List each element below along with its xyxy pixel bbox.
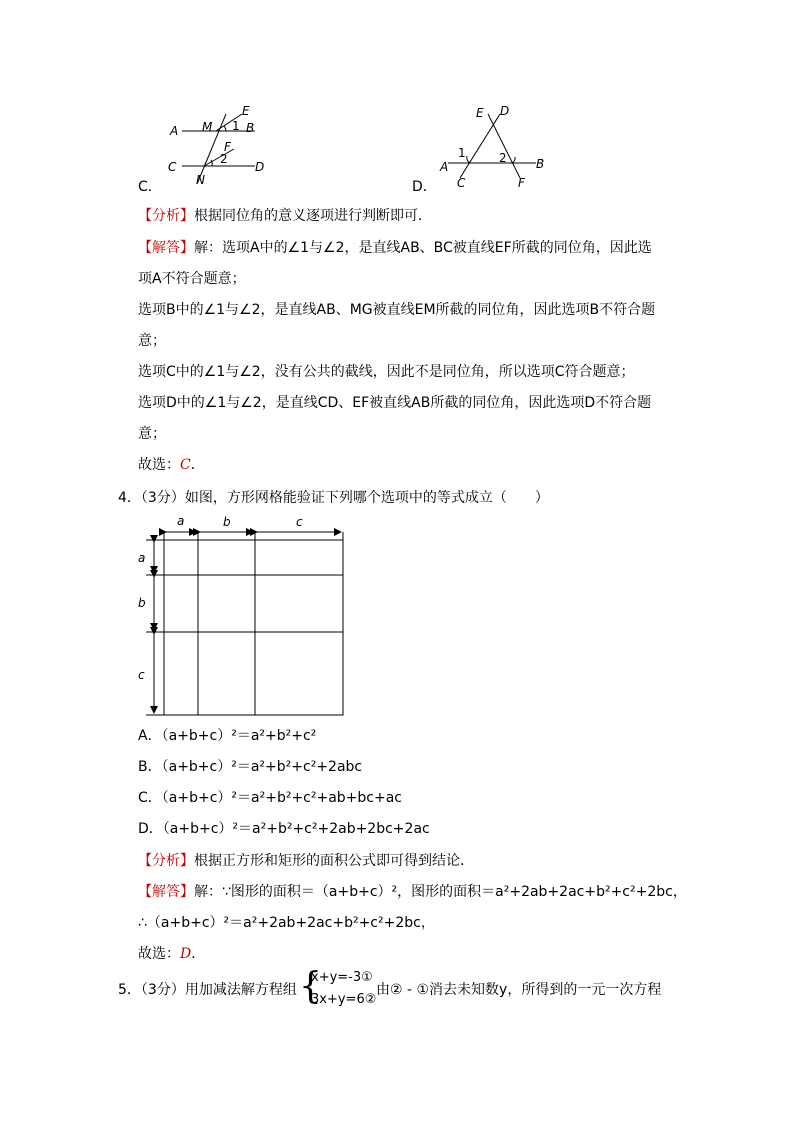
label-1: 1 — [232, 119, 240, 133]
q4-option-b: B．（a+b+c）²＝a²+b²+c²+2abc — [138, 759, 363, 775]
q3-analysis — [138, 206, 432, 226]
label-a: A — [440, 160, 449, 174]
q5-stem-prefix: 5．（3分）用加减法解方程组 — [118, 982, 297, 998]
label-d: D — [255, 160, 265, 174]
q5-stem-suffix: 由② - ①消去未知数y，所得到的一元一次方程 — [376, 982, 662, 998]
label-b-top: b — [223, 515, 231, 529]
label-c-left: c — [138, 668, 145, 682]
label-n: N — [196, 173, 205, 187]
q4-stem: 4．（3分）如图，方形网格能验证下列哪个选项中的等式成立（ ） — [118, 490, 549, 506]
label-b: B — [246, 121, 255, 135]
label-m: M — [202, 120, 213, 134]
analysis-tag: 【分析】 — [138, 208, 194, 224]
solution-line: 解：选项A中的∠1与∠2，是直线AB、BC被直线EF所截的同位角，因此选 — [194, 240, 652, 256]
solution-tag: 【解答】 — [138, 240, 194, 256]
label-e: E — [242, 104, 250, 118]
q3-solution-3: 选项B中的∠1与∠2，是直线AB、MG被直线EM所截的同位角，因此选项B不符合题 — [138, 302, 656, 318]
q3-solution-7: 意； — [138, 426, 166, 442]
q3-solution-6: 选项D中的∠1与∠2，是直线CD、EF被直线AB所截的同位角，因此选项D不符合题 — [138, 395, 652, 411]
answer-letter: C — [180, 457, 191, 473]
label-1: 1 — [458, 146, 466, 160]
label-a-top: a — [177, 514, 185, 528]
q4-option-a: A．（a+b+c）²＝a²+b²+c² — [138, 728, 317, 744]
label-2: 2 — [220, 152, 228, 166]
label-d: D — [500, 104, 510, 118]
figure-c — [160, 100, 280, 190]
analysis-text: 根据同位角的意义逐项进行判断即可． — [194, 208, 432, 224]
label-c-top: c — [296, 515, 303, 529]
figure-d — [432, 100, 552, 190]
label-f: F — [518, 176, 525, 190]
q4-solution-1: 【解答】解：∵图形的面积＝（a+b+c）²，图形的面积＝a²+2ab+2ac+b²+c²+2bc， — [138, 884, 687, 900]
label-a-left: a — [138, 551, 146, 565]
label-c: C — [457, 176, 466, 190]
label-e: E — [476, 106, 484, 120]
analysis-tag: 【分析】 — [138, 853, 194, 869]
q4-option-d: D．（a+b+c）²＝a²+b²+c²+2ab+2bc+2ac — [138, 821, 430, 837]
label-b-left: b — [138, 596, 146, 610]
q3-solution-2: 项A不符合题意； — [138, 271, 246, 287]
q3-solution-5: 选项C中的∠1与∠2，没有公共的截线，因此不是同位角，所以选项C符合题意； — [138, 364, 635, 380]
q4-solution-2: ∴（a+b+c）²＝a²+2ab+2ac+b²+c²+2bc， — [138, 915, 435, 931]
equation-2: 3x+y=6② — [311, 992, 377, 1007]
label-c: C — [168, 160, 177, 174]
label-2: 2 — [499, 151, 507, 165]
q3-solution-4: 意； — [138, 333, 166, 349]
label-b: B — [536, 157, 545, 171]
option-c-label: C． — [138, 179, 162, 195]
label-f: F — [224, 140, 231, 154]
option-d-label: D． — [412, 179, 437, 195]
q4-answer: 故选：D． — [138, 946, 206, 962]
answer-letter: D — [180, 946, 192, 962]
q3-solution-1 — [138, 238, 652, 258]
q3-answer: 故选：C． — [138, 457, 205, 473]
equation-1: x+y=-3① — [311, 970, 373, 985]
q4-option-c: C．（a+b+c）²＝a²+b²+c²+ab+bc+ac — [138, 790, 402, 806]
label-a: A — [170, 124, 179, 138]
solution-tag: 【解答】 — [138, 884, 194, 900]
grid-figure — [134, 510, 354, 722]
system-brace: { — [299, 966, 322, 1007]
q4-analysis: 【分析】根据正方形和矩形的面积公式即可得到结论． — [138, 853, 474, 869]
